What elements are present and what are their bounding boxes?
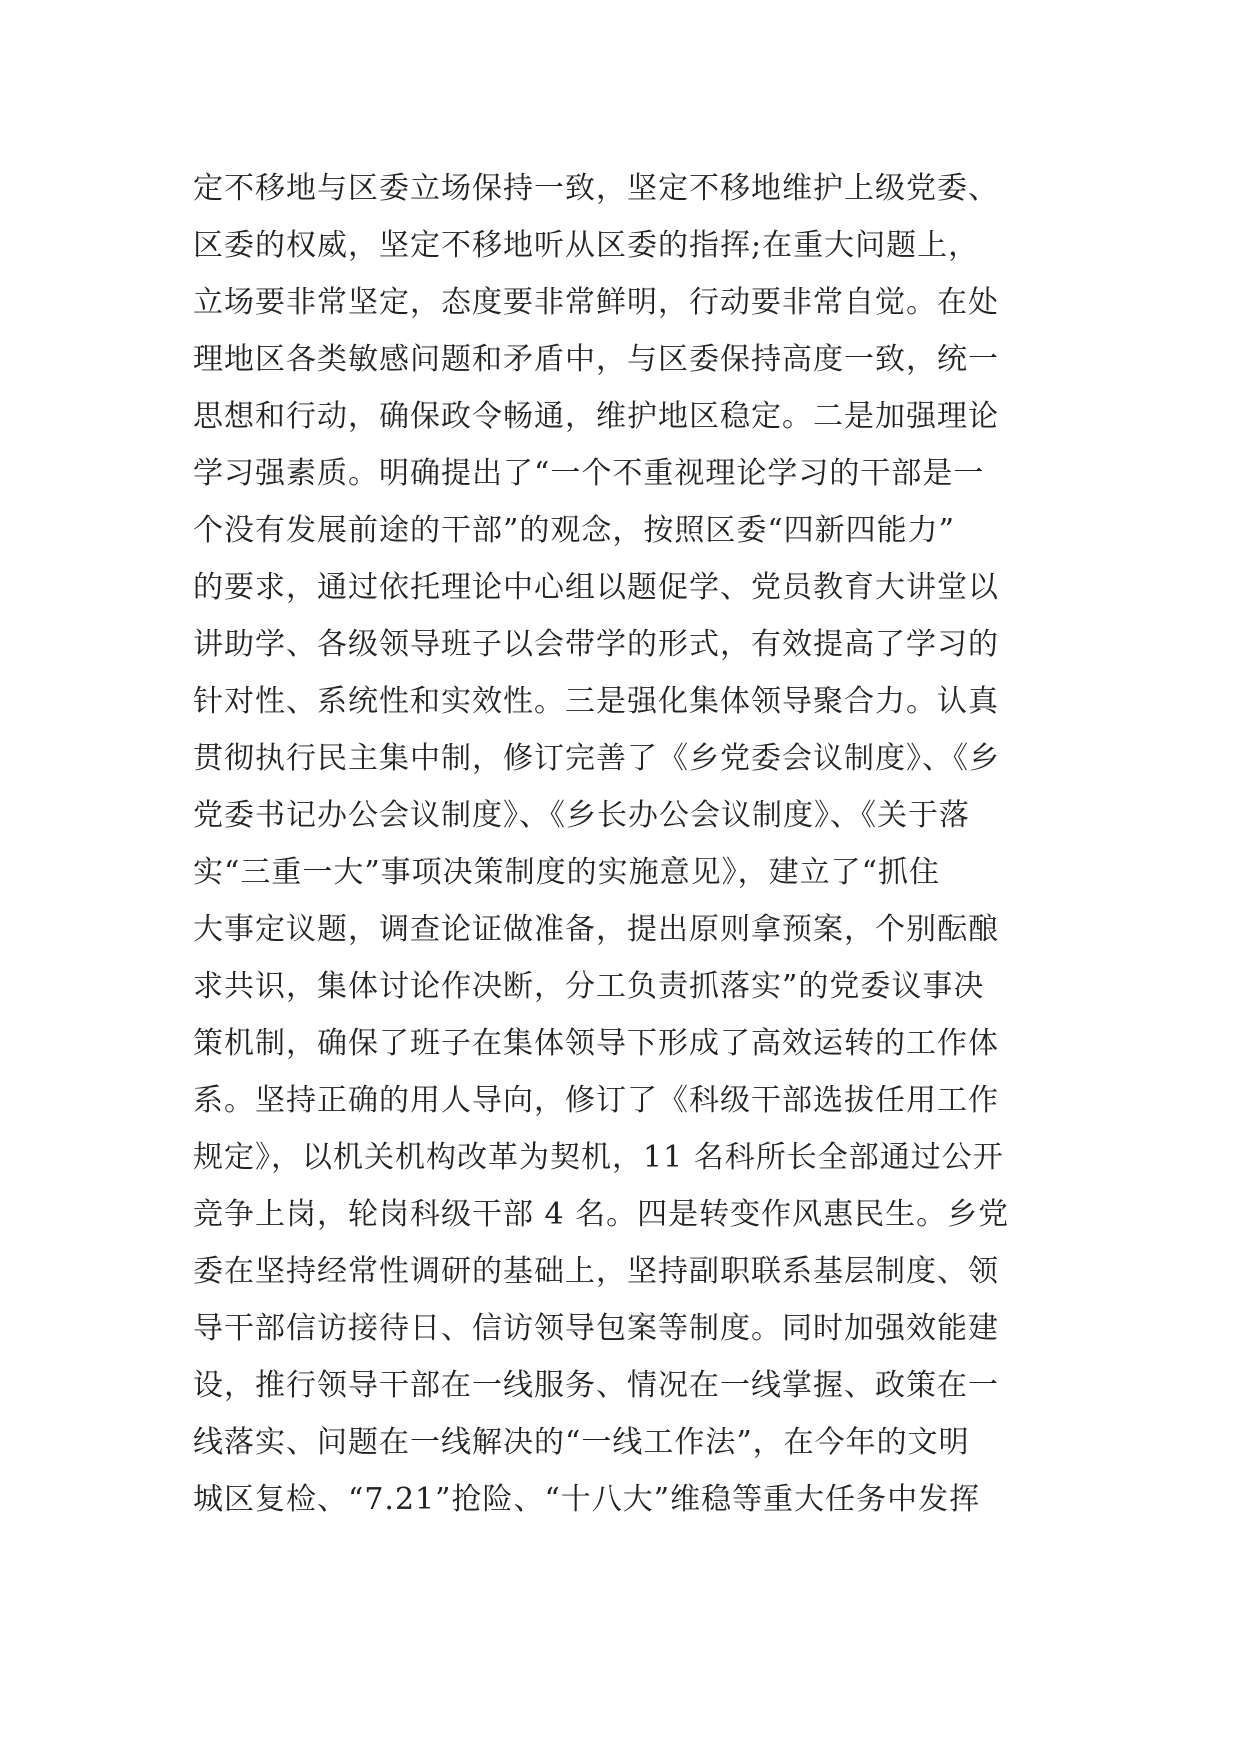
text-line: 区委的权威，坚定不移地听从区委的指挥;在重大问题上， xyxy=(193,228,980,263)
text-line: 竞争上岗，轮岗科级干部 4 名。四是转变作风惠民生。乡党 xyxy=(193,1197,1010,1232)
text-line: 实“三重一大”事项决策制度的实施意见》，建立了“抓住 xyxy=(193,855,941,890)
text-line: 委在坚持经常性调研的基础上，坚持副职联系基层制度、领 xyxy=(193,1254,999,1289)
text-line: 个没有发展前途的干部”的观念，按照区委“四新四能力” xyxy=(193,513,956,548)
text-line: 思想和行动，确保政令畅通，维护地区稳定。二是加强理论 xyxy=(193,399,999,434)
text-line: 党委书记办公会议制度》、《乡长办公会议制度》、《关于落 xyxy=(193,798,970,833)
body-text xyxy=(193,160,1073,1528)
text-line: 导干部信访接待日、信访领导包案等制度。同时加强效能建 xyxy=(193,1311,999,1346)
text-line: 求共识，集体讨论作决断，分工负责抓落实”的党委议事决 xyxy=(193,969,985,1004)
text-line: 贯彻执行民主集中制，修订完善了《乡党委会议制度》、《乡 xyxy=(193,741,1000,776)
text-line: 讲助学、各级领导班子以会带学的形式，有效提高了学习的 xyxy=(193,627,999,662)
text-line: 定不移地与区委立场保持一致，坚定不移地维护上级党委、 xyxy=(193,171,999,206)
text-line: 大事定议题，调查论证做准备，提出原则拿预案，个别酝酿 xyxy=(193,912,999,947)
text-line: 系。坚持正确的用人导向，修订了《科级干部选拔任用工作 xyxy=(193,1083,999,1118)
text-line: 规定》，以机关机构改革为契机，11 名科所长全部通过公开 xyxy=(193,1140,1004,1175)
text-line: 策机制，确保了班子在集体领导下形成了高效运转的工作体 xyxy=(193,1026,999,1061)
text-line: 理地区各类敏感问题和矛盾中，与区委保持高度一致，统一 xyxy=(193,342,999,377)
text-line: 立场要非常坚定，态度要非常鲜明，行动要非常自觉。在处 xyxy=(193,285,999,320)
text-line: 针对性、系统性和实效性。三是强化集体领导聚合力。认真 xyxy=(193,684,999,719)
text-line: 城区复检、“7.21”抢险、“十八大”维稳等重大任务中发挥 xyxy=(193,1482,981,1517)
text-line: 设，推行领导干部在一线服务、情况在一线掌握、政策在一 xyxy=(193,1368,999,1403)
text-line: 线落实、问题在一线解决的“一线工作法”，在今年的文明 xyxy=(193,1425,970,1460)
text-line: 学习强素质。明确提出了“一个不重视理论学习的干部是一 xyxy=(193,456,985,491)
text-line: 的要求，通过依托理论中心组以题促学、党员教育大讲堂以 xyxy=(193,570,999,605)
